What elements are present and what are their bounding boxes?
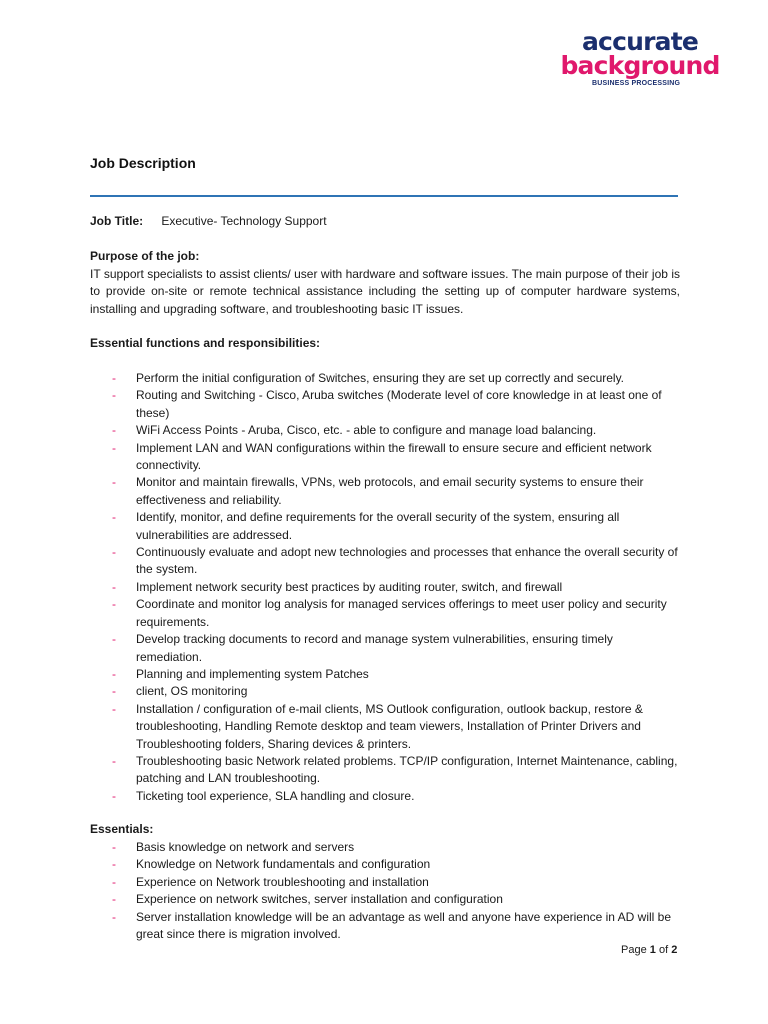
list-item — [90, 753, 680, 788]
list-item-text: Server installation knowledge will be an advantage as well and anyone have experience in AD will be great since there is migration involved. — [136, 909, 671, 942]
list-item-text: Perform the initial configuration of Switches, ensuring they are set up correctly and securely. — [136, 371, 625, 385]
dash-bullet-icon: - — [112, 788, 116, 803]
dash-bullet-icon: - — [112, 701, 116, 716]
dash-bullet-icon: - — [112, 892, 116, 907]
list-item — [90, 387, 680, 422]
list-item-text: Implement network security best practices by auditing router, switch, and firewall — [136, 579, 563, 594]
list-item-text: client, OS monitoring — [136, 684, 248, 699]
responsibilities-heading: Essential functions and responsibilities: — [90, 336, 321, 350]
dash-bullet-icon: - — [112, 579, 116, 594]
list-item-text: Basis knowledge on network and servers — [136, 840, 355, 854]
list-item — [90, 422, 680, 439]
dash-bullet-icon: - — [112, 545, 116, 560]
list-item — [90, 631, 680, 666]
dash-bullet-icon: - — [112, 684, 116, 699]
page-of-word: of — [658, 944, 669, 956]
list-item — [90, 891, 680, 908]
list-item — [90, 596, 680, 631]
logo-word-accurate: accurate — [581, 27, 698, 56]
list-item — [90, 788, 680, 805]
dash-bullet-icon: - — [112, 857, 116, 872]
dash-bullet-icon: - — [112, 666, 116, 681]
list-item — [90, 666, 680, 683]
list-item — [90, 909, 680, 944]
list-item-text: Planning and implementing system Patches — [136, 666, 369, 681]
document-title: Job Description — [90, 155, 196, 171]
dash-bullet-icon: - — [112, 371, 116, 385]
job-title-label: Job Title: — [90, 214, 144, 228]
company-logo — [560, 27, 720, 87]
list-item-text: Coordinate and monitor log analysis for managed services offerings to meet user policy and security requirements. — [136, 597, 667, 629]
list-item — [90, 856, 680, 873]
list-item-text: Knowledge on Network fundamentals and configuration — [136, 857, 431, 872]
page-number — [621, 944, 677, 956]
list-item-text: Installation / configuration of e-mail clients, MS Outlook configuration, outlook backup, restore & troubleshooting, Handling Remote desktop and team viewers, Installation of Printer Drivers and Troubleshooting folders, Sharing devices & printers. — [136, 701, 643, 751]
logo-tagline: BUSINESS PROCESSING — [592, 80, 681, 87]
dash-bullet-icon: - — [112, 632, 116, 647]
list-item — [90, 370, 680, 387]
list-item-text: Identify, monitor, and define requirements for the overall security of the system, ensuring all vulnerabilities are addressed. — [136, 510, 620, 542]
essentials-list — [90, 839, 680, 943]
list-item-text: Experience on network switches, server installation and configuration — [136, 892, 503, 907]
list-item — [90, 579, 680, 596]
purpose-paragraph: IT support specialists to assist clients/ user with hardware and software issues. The main purpose of their job is to provide on-site or remote technical assistance including the setting up of computer hardware systems, installing and upgrading software, and troubleshooting basic IT issues. — [90, 267, 680, 316]
dash-bullet-icon: - — [112, 874, 116, 889]
list-item — [90, 509, 680, 544]
list-item — [90, 544, 680, 579]
page-total: 2 — [671, 944, 678, 956]
list-item-text: Experience on Network troubleshooting and installation — [136, 874, 429, 889]
page-word: Page — [621, 944, 647, 956]
list-item — [90, 474, 680, 509]
dash-bullet-icon: - — [112, 597, 116, 612]
list-item-text: Ticketing tool experience, SLA handling and closure. — [136, 788, 415, 803]
list-item-text: Routing and Switching - Cisco, Aruba switches (Moderate level of core knowledge in at least one of these) — [136, 388, 662, 420]
purpose-heading: Purpose of the job: — [90, 249, 200, 263]
list-item — [90, 440, 680, 475]
dash-bullet-icon: - — [112, 840, 116, 854]
page-current: 1 — [649, 944, 656, 956]
dash-bullet-icon: - — [112, 909, 116, 924]
dash-bullet-icon: - — [112, 475, 116, 490]
list-item-text: WiFi Access Points - Aruba, Cisco, etc. - able to configure and manage load balancing. — [136, 423, 597, 438]
dash-bullet-icon: - — [112, 423, 116, 438]
job-title-value: Executive- Technology Support — [161, 214, 327, 228]
list-item — [90, 874, 680, 891]
dash-bullet-icon: - — [112, 753, 116, 768]
list-item-text: Monitor and maintain firewalls, VPNs, web protocols, and email security systems to ensure their effectiveness and reliability. — [136, 475, 644, 507]
list-item-text: Continuously evaluate and adopt new technologies and processes that enhance the overall security of the system. — [136, 545, 678, 577]
dash-bullet-icon: - — [112, 388, 116, 403]
dash-bullet-icon: - — [112, 510, 116, 525]
dash-bullet-icon: - — [112, 440, 116, 455]
logo-word-background: background — [560, 51, 720, 80]
title-divider — [90, 195, 678, 197]
list-item — [90, 701, 680, 753]
list-item — [90, 839, 680, 856]
list-item-text: Implement LAN and WAN configurations within the firewall to ensure secure and efficient network connectivity. — [136, 440, 652, 473]
list-item-text: Troubleshooting basic Network related problems. TCP/IP configuration, Internet Maintenance, cabling, patching and LAN troubleshooting. — [136, 753, 678, 786]
list-item-text: Develop tracking documents to record and manage system vulnerabilities, ensuring timely remediation. — [136, 632, 613, 664]
responsibilities-list — [90, 370, 680, 805]
job-title-row — [90, 214, 327, 228]
essentials-heading: Essentials: — [90, 822, 154, 836]
list-item — [90, 683, 680, 700]
